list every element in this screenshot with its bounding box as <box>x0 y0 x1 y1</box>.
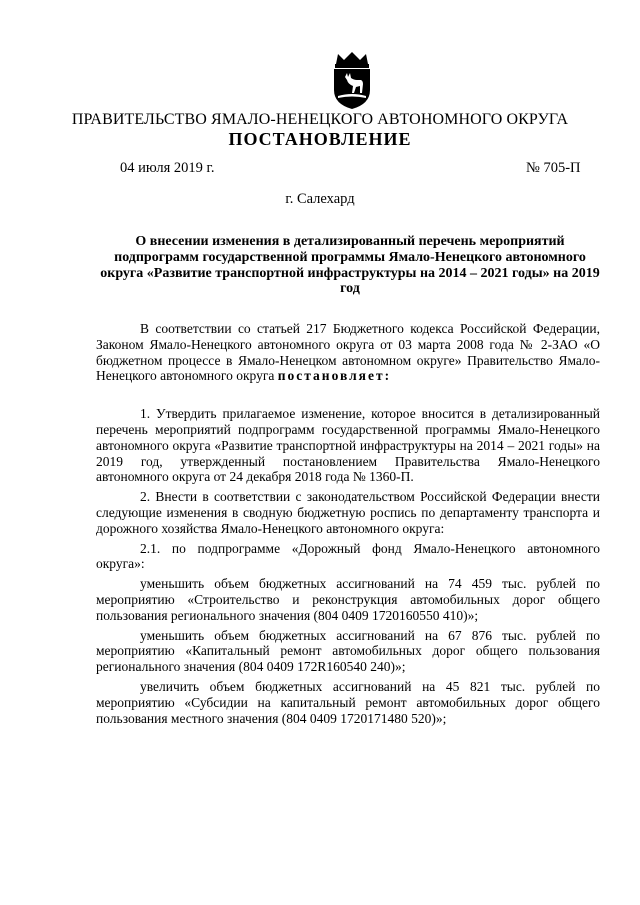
document-body <box>96 321 600 726</box>
resolve-word: постановляет: <box>277 368 392 384</box>
item-1-paragraph: 1. Утвердить прилагаемое изменение, которое вносится в детализированный перечень мероприятий подпрограмм государственной программы Ямало-Ненецкого автономного округа «Развитие транспортной инфраструктуры на 2014 – 2021 годы» на 2019 год, утвержденный постановлением Правительства Ямало-Ненецкого автономного округа от 24 декабря 2018 года № 1360-П. <box>96 406 600 485</box>
document-date: 04 июля 2019 г. <box>120 160 215 176</box>
document-city: г. Салехард <box>285 191 355 207</box>
change-1-paragraph: уменьшить объем бюджетных ассигнований на 74 459 тыс. рублей по мероприятию «Строительство и реконструкция автомобильных дорог общего пользования регионального значения (804 0409 1720160550 410)»; <box>96 576 600 623</box>
preamble-paragraph <box>96 321 600 384</box>
preamble-text: В соответствии со статьей 217 Бюджетного кодекса Российской Федерации, Законом Ямало-Ненецкого автономного округа от 03 марта 2008 года № 2-ЗАО «О бюджетном процессе в Ямало-Ненецком автономном округе» Правительство Ямало-Ненецкого автономного округа <box>96 321 600 384</box>
document-title: О внесении изменения в детализированный перечень мероприятий подпрограмм государственной программы Ямало-Ненецкого автономного округа «Развитие транспортной инфраструктуры на 2014 – 2021 годы» на 2019 год <box>100 234 600 297</box>
change-3-paragraph: увеличить объем бюджетных ассигнований на 45 821 тыс. рублей по мероприятию «Субсидии на капитальный ремонт автомобильных дорог общего пользования местного значения (804 0409 1720171480 520)»; <box>96 678 600 726</box>
change-2-paragraph: уменьшить объем бюджетных ассигнований на 67 876 тыс. рублей по мероприятию «Капитальный ремонт автомобильных дорог общего пользования регионального значения (804 0409 172R160540 240)»; <box>96 627 600 675</box>
item-2-1-paragraph: 2.1. по подпрограмме «Дорожный фонд Ямало-Ненецкого автономного округа»: <box>96 540 600 572</box>
document-type: ПОСТАНОВЛЕНИЕ <box>228 129 412 149</box>
coat-of-arms-icon <box>328 50 376 110</box>
organization-name: ПРАВИТЕЛЬСТВО ЯМАЛО-НЕНЕЦКОГО АВТОНОМНОГО ОКРУГА <box>71 111 569 128</box>
item-2-paragraph: 2. Внести в соответствии с законодательством Российской Федерации внести следующие изменения в сводную бюджетную роспись по департаменту транспорта и дорожного хозяйства Ямало-Ненецкого автономного округа: <box>96 489 600 536</box>
document-number: № 705-П <box>526 160 581 176</box>
